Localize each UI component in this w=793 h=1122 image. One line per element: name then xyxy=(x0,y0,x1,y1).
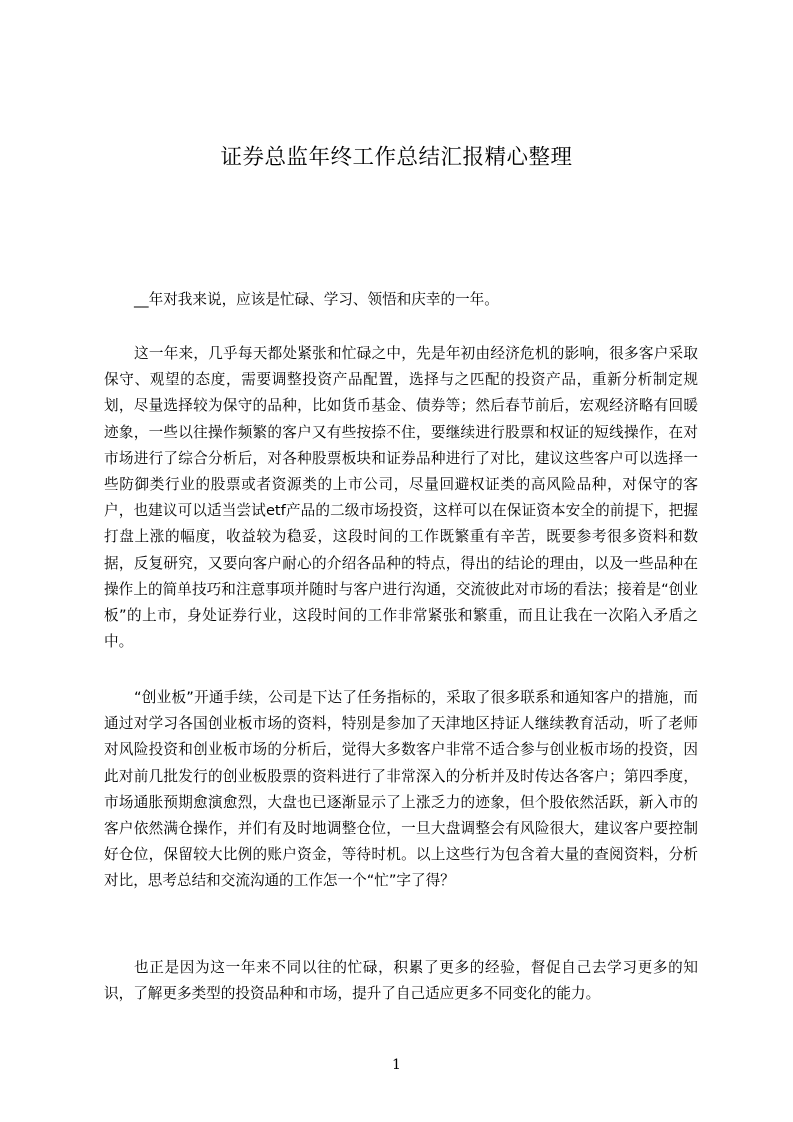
paragraph-3: “创业板”开通手续，公司是下达了任务指标的，采取了很多联系和通知客户的措施，而通过对学习各国创业板市场的资料，特别是参加了天津地区持证人继续教育活动，听了老师对风险投资和创业板市场的分析后，觉得大多数客户非常不适合参与创业板市场的投资，因此对前几批发行的创业板股票的资料进行了非常深入的分析并及时传达各客户；第四季度，市场通胀预期愈演愈烈，大盘也已逐渐显示了上涨乏力的迹象，但个股依然活跃，新入市的客户依然满仓操作，并们有及时地调整仓位，一旦大盘调整会有风险很大，建议客户要控制好仓位，保留较大比例的账户资金，等待时机。以上这些行为包含着大量的查阅资料，分析对比，思考总结和交流沟通的工作怎一个“忙”字了得？ xyxy=(104,689,698,890)
paragraph-4: 也正是因为这一年来不同以往的忙碌，积累了更多的经验，督促自己去学习更多的知识，了解更多类型的投资品种和市场，提升了自己适应更多不同变化的能力。 xyxy=(104,959,698,1003)
page-number: 1 xyxy=(392,1057,401,1073)
paragraph-1: __年对我来说，应该是忙碌、学习、领悟和庆幸的一年。 xyxy=(134,291,499,308)
paragraph-2: 这一年来，几乎每天都处紧张和忙碌之中，先是年初由经济危机的影响，很多客户采取保守、观望的态度，需要调整投资产品配置，选择与之匹配的投资产品，重新分析制定规划，尽量选择较为保守的品种，比如货币基金、债券等；然后春节前后，宏观经济略有回暖迹象，一些以往操作频繁的客户又有些按捺不住，要继续进行股票和权证的短线操作，在对市场进行了综合分析后，对各种股票板块和证券品种进行了对比，建议这些客户可以选择一些防御类行业的股票或者资源类的上市公司，尽量回避权证类的高风险品种，对保守的客户，也建议可以适当尝试etf产品的二级市场投资，这样可以在保证资本安全的前提下，把握打盘上涨的幅度，收益较为稳妥，这段时间的工作既繁重有辛苦，既要参考很多资料和数据，反复研究，又要向客户耐心的介绍各品种的特点，得出的结论的理由，以及一些品种在操作上的简单技巧和注意事项并随时与客户进行沟通，交流彼此对市场的看法；接着是“创业板”的上市，身处证券行业，这段时间的工作非常紧张和繁重，而且让我在一次陷入矛盾之中。 xyxy=(104,345,698,651)
document-title: 证券总监年终工作总结汇报精心整理 xyxy=(220,145,573,170)
